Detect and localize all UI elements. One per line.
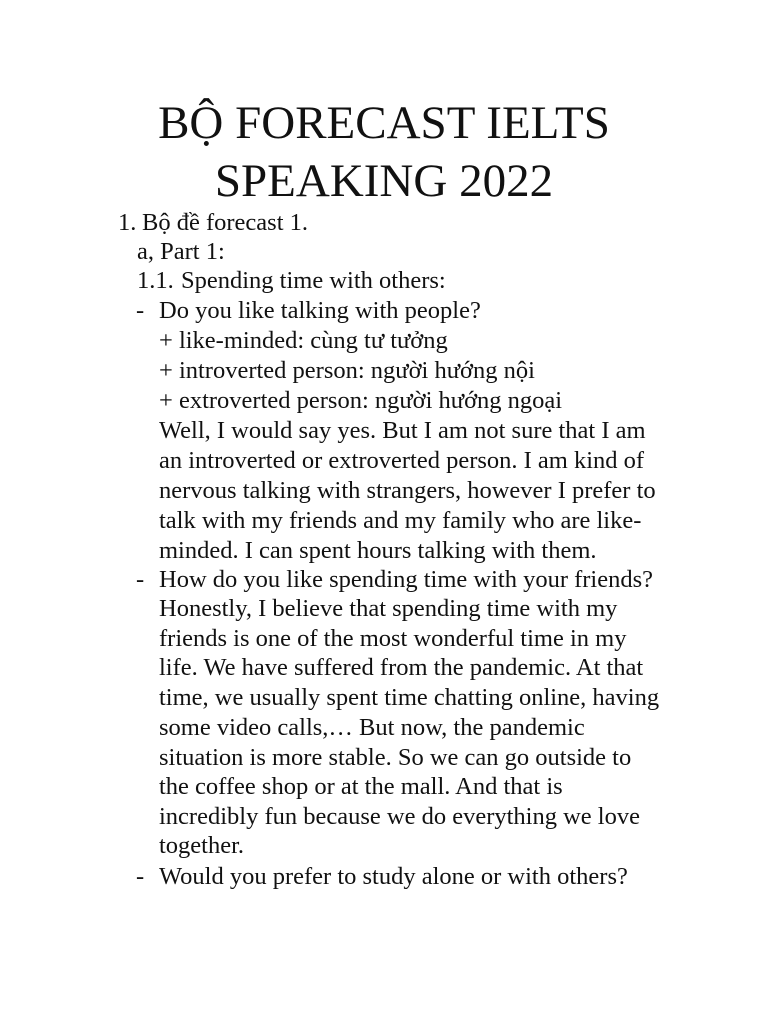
topic-label: Spending time with others: — [181, 267, 446, 294]
title-line-2: SPEAKING 2022 — [214, 155, 554, 207]
vocab-item: + introverted person: người hướng nội — [159, 357, 535, 384]
question-bullet: - — [136, 863, 145, 890]
topic-number: 1.1. — [137, 267, 174, 294]
answer-line: situation is more stable. So we can go outside to — [159, 744, 632, 771]
answer-line: the coffee shop or at the mall. And that is — [159, 773, 563, 800]
answer-line: friends is one of the most wonderful time in my — [159, 625, 627, 652]
vocab-item: + like-minded: cùng tư tưởng — [159, 327, 448, 354]
question-2: How do you like spending time with your friends? — [159, 566, 654, 593]
answer-line: Well, I would say yes. But I am not sure that I am — [159, 417, 646, 444]
question-bullet: - — [136, 566, 145, 593]
answer-line: life. We have suffered from the pandemic. At that — [159, 654, 644, 681]
vocab-item: + extroverted person: người hướng ngoại — [159, 387, 563, 414]
answer-line: time, we usually spent time chatting online, having — [159, 684, 660, 711]
answer-line: some video calls,… But now, the pandemic — [159, 714, 585, 741]
answer-line: incredibly fun because we do everything we love — [159, 803, 640, 830]
answer-line: talk with my friends and my family who are like- — [159, 507, 642, 534]
answer-line: minded. I can spent hours talking with them. — [159, 537, 597, 564]
section-label: Bộ đề forecast 1. — [142, 209, 308, 236]
answer-line: nervous talking with strangers, however I prefer to — [159, 477, 656, 504]
answer-line: Honestly, I believe that spending time with my — [159, 595, 618, 622]
answer-line: an introverted or extroverted person. I am kind of — [159, 447, 645, 474]
question-3: Would you prefer to study alone or with others? — [159, 863, 628, 890]
part-label: a, Part 1: — [137, 238, 225, 265]
question-bullet: - — [136, 297, 145, 324]
answer-line: together. — [159, 832, 245, 859]
title-line-1: BỘ FORECAST IELTS — [158, 97, 610, 149]
section-number: 1. — [118, 209, 137, 236]
question-1: Do you like talking with people? — [159, 297, 481, 324]
